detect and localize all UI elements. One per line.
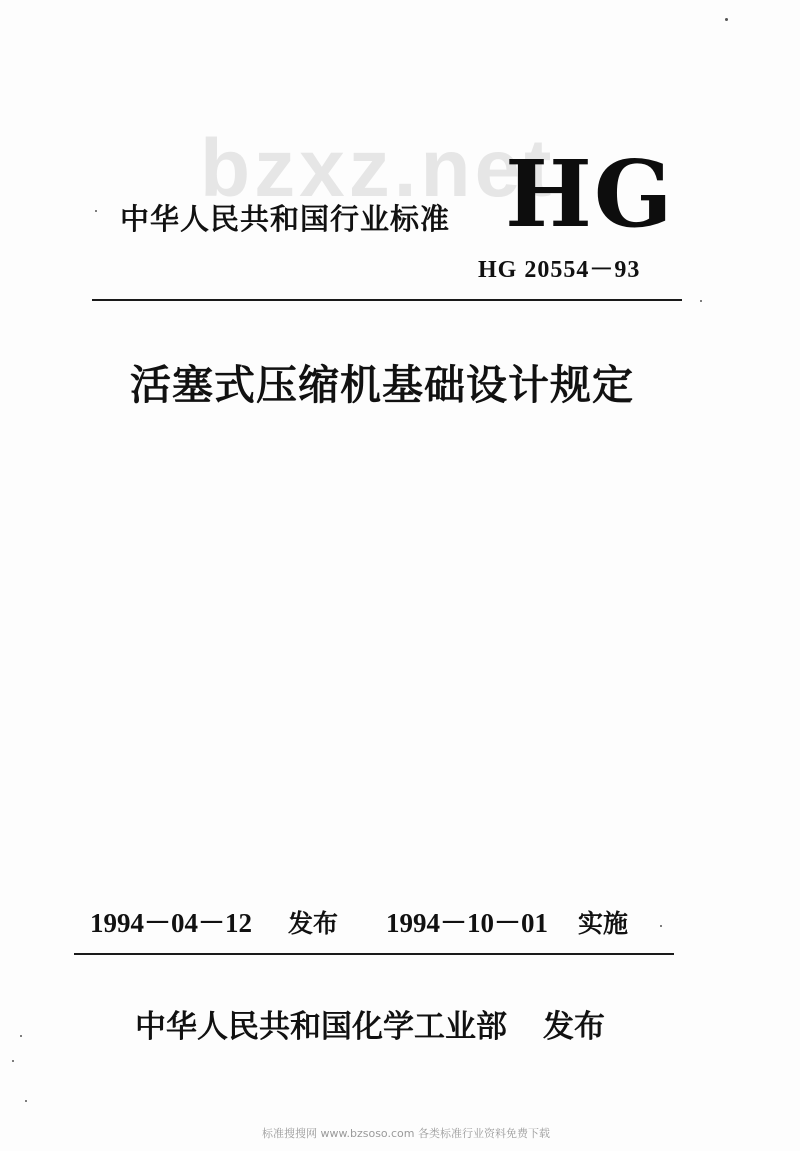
release-date: 1994－04－12 [90,908,252,938]
issuer-label: 发布 [543,1009,605,1045]
dates-line [90,910,628,937]
scan-speck [25,1100,27,1102]
release-label: 发布 [288,909,339,938]
scan-speck [95,210,97,212]
footer-note: 标准搜搜网 www.bzsoso.com 各类标准行业资料免费下载 [262,1127,550,1140]
issuer-line [135,1009,605,1045]
scan-speck [660,925,662,927]
scan-speck [700,300,702,302]
effective-date: 1994－10－01 [386,908,549,938]
standard-category: 中华人民共和国行业标准 [120,202,451,236]
scan-speck [12,1060,14,1062]
standard-number: HG 20554－93 [478,257,641,283]
scan-speck [20,1035,22,1037]
document-title: 活塞式压缩机基础设计规定 [130,361,634,409]
hg-logo: HG [505,140,675,248]
watermark: bzxz.net [200,123,556,214]
scan-speck [725,18,728,21]
bottom-divider [74,953,674,955]
effective-label: 实施 [578,909,629,938]
issuer-name: 中华人民共和国化学工业部 [135,1009,507,1045]
top-divider [92,299,682,301]
